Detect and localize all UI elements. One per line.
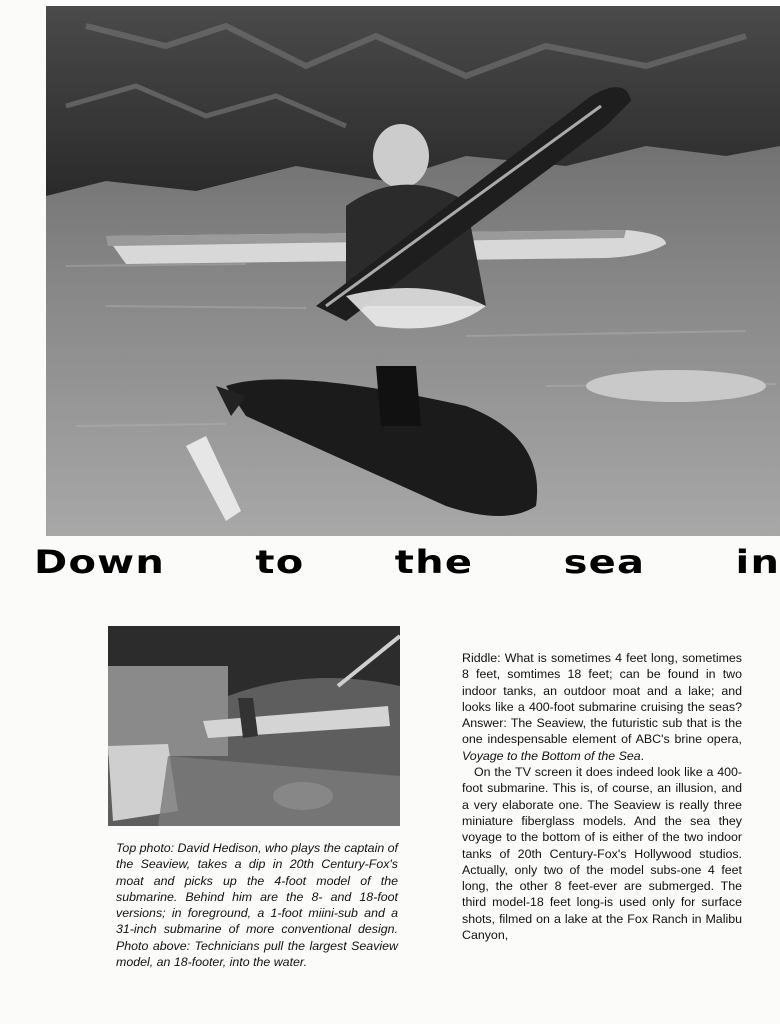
- article-paragraph-2: On the TV screen it does indeed look like a 400-foot submarine. This is, of course, an illusion, and a very elaborate one. The Seaview is really three miniature fiberglass models. And the sea they voyage to the bottom of is either of the two indoor tanks of 20th Century-Fox's Hollywood studios. Actually, only two of the model subs-one 4 feet long, the other 8 feet-ever are submerged. The third model-18 feet long-is used only for surface shots, filmed on a lake at the Fox Ranch in Malibu Canyon,: [462, 765, 742, 943]
- article-text: Riddle: What is sometimes 4 feet long, sometimes 8 feet, somtimes 18 feet; can be found in two indoor tanks, an outdoor moat and a lake; and looks like a 400-foot submarine cruising the seas? Answer: The Seaview, the futuristic sub that is the one indespensable element of ABC's brine opera,: [462, 651, 742, 747]
- headline: [34, 540, 780, 584]
- article-text: .: [640, 748, 645, 763]
- small-photo: [108, 626, 400, 826]
- headline-word: to: [255, 543, 305, 581]
- headline-word: the: [394, 543, 474, 581]
- article-body: [462, 650, 742, 943]
- photo-caption: Top photo: David Hedison, who plays the captain of the Seaview, takes a dip in 20th Century-Fox's moat and picks up the 4-foot model of the submarine. Behind him are the 8- and 18-foot versions; in foreground, a 1-foot miini-sub and a 31-inch submarine of more conventional design. Photo above: Technicians pull the largest Seaview model, an 18-footer, into the water.: [116, 841, 398, 970]
- headline-word: in: [735, 543, 780, 581]
- article-paragraph-1: [462, 650, 742, 764]
- headline-word: Down: [34, 543, 166, 581]
- headline-word: sea: [563, 543, 646, 581]
- top-photo: [46, 6, 780, 536]
- show-title: Voyage to the Bottom of the Sea: [462, 748, 641, 763]
